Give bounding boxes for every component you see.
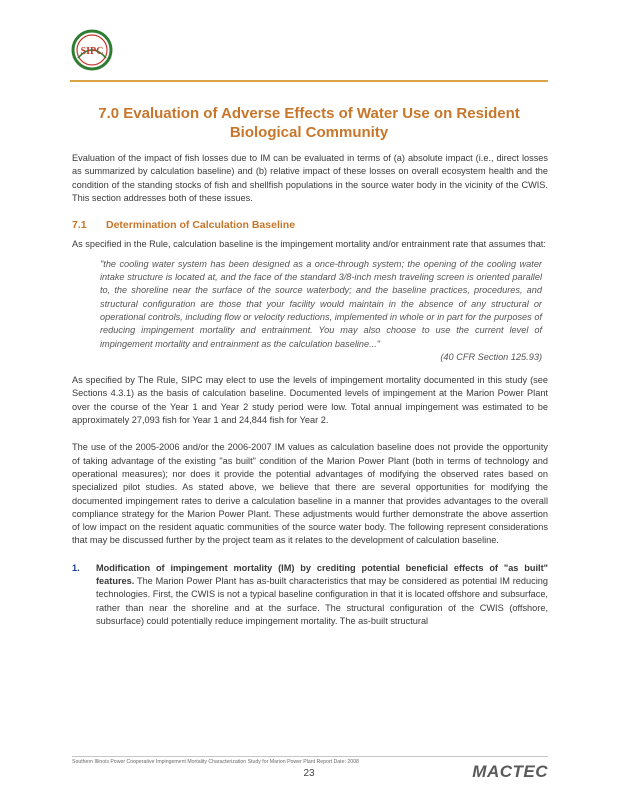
quote-citation: (40 CFR Section 125.93) (440, 351, 542, 362)
footer-rule (72, 756, 548, 757)
footer-text: Southern Illinois Power Cooperative Impingement Mortality Characterization Study for Marion Power Plant Report Date: 2008 (72, 759, 359, 765)
body-content (72, 152, 548, 628)
list-item (72, 562, 548, 628)
list-item-number: 1. (72, 562, 80, 573)
section-title: Determination of Calculation Baseline (106, 219, 296, 232)
list-item-content (96, 562, 548, 628)
impingement-levels-paragraph: As specified by The Rule, SIPC may elect to use the levels of impingement mortality documented in this study (see Sections 4.3.1) as the basis of calculation baseline. Documented levels of impingement at the Marion Power Plant over the course of the Year 1 and Year 2 study period were low. Total annual impingement was estimated to be approximately 27,093 fish for Year 1 and 24,844 fish for Year 2. (72, 375, 548, 426)
page-number: 23 (303, 768, 315, 779)
rule-quote (100, 258, 542, 364)
section-number: 7.1 (72, 219, 87, 232)
sipc-logo-icon (70, 28, 114, 72)
baseline-options-paragraph: The use of the 2005-2006 and/or the 2006-2007 IM values as calculation baseline does not provide the opportunity of taking advantage of the existing "as built" condition of the Marion Power Plant (both in terms of technology and operational measures); nor does it provide the potential advantages of modifying the observed rates based on specialized pilot studies. As stated above, we believe that there are several opportunities for modifying the documented impingement rates to derive a calculation baseline in a manner that provides advantages to the overall compliance strategy for the Marion Power Plant. These adjustments would further demonstrate the above assertion of low impact on the resident aquatic communities of the source water body. The following represent considerations that may be discussed further by the project team as it relates to the development of calculation baseline. (72, 442, 548, 546)
section-lead-paragraph: As specified in the Rule, calculation baseline is the impingement mortality and/or entrainment rate that assumes that: (72, 239, 546, 250)
page-title: 7.0 Evaluation of Adverse Effects of Water Use on Resident Biological Community (98, 105, 520, 141)
quote-text: "the cooling water system has been designed as a once-through system; the opening of the cooling water intake structure is located at, and the face of the standard 3/8-inch mesh traveling screen is oriented parallel to, the shoreline near the surface of the source waterbody; and the baseline practices, procedures, and structural configuration are those that your facility would maintain in the absence of any structural or operational controls, including flow or velocity reductions, implemented in whole or in part for the purposes of reducing impingement mortality and entrainment. You may also choose to use the current level of impingement mortality and entrainment as the calculation baseline..." (100, 258, 542, 349)
considerations-list (72, 562, 548, 628)
list-item-body: The Marion Power Plant has as-built characteristics that may be considered as potential IM reducing technologies. First, the CWIS is not a typical baseline configuration in that it is located offshore and subsurface, rather than near the shoreline and at the surface. The structural configuration of the CWIS (offshore, subsurface) could potentially reduce impingement mortality. The as-built structural (96, 576, 548, 626)
sipc-logo-text: SIPC (80, 46, 104, 57)
section-heading (72, 219, 548, 232)
intro-paragraph: Evaluation of the impact of fish losses due to IM can be evaluated in terms of (a) absolute impact (i.e., direct losses as summarized by calculation baseline) and (b) relative impact of these losses on overall ecosystem health and the condition of the standing stocks of fish and shellfish populations in the source water body in the vicinity of the CWIS. This section addresses both of these issues. (72, 153, 548, 203)
sipc-logo (70, 28, 114, 72)
list-item-title: Modification of impingement mortality (IM) by crediting potential beneficial effects of "as built" features. (96, 562, 548, 587)
mactec-logo: MACTEC (472, 762, 548, 781)
header-rule (70, 80, 548, 82)
